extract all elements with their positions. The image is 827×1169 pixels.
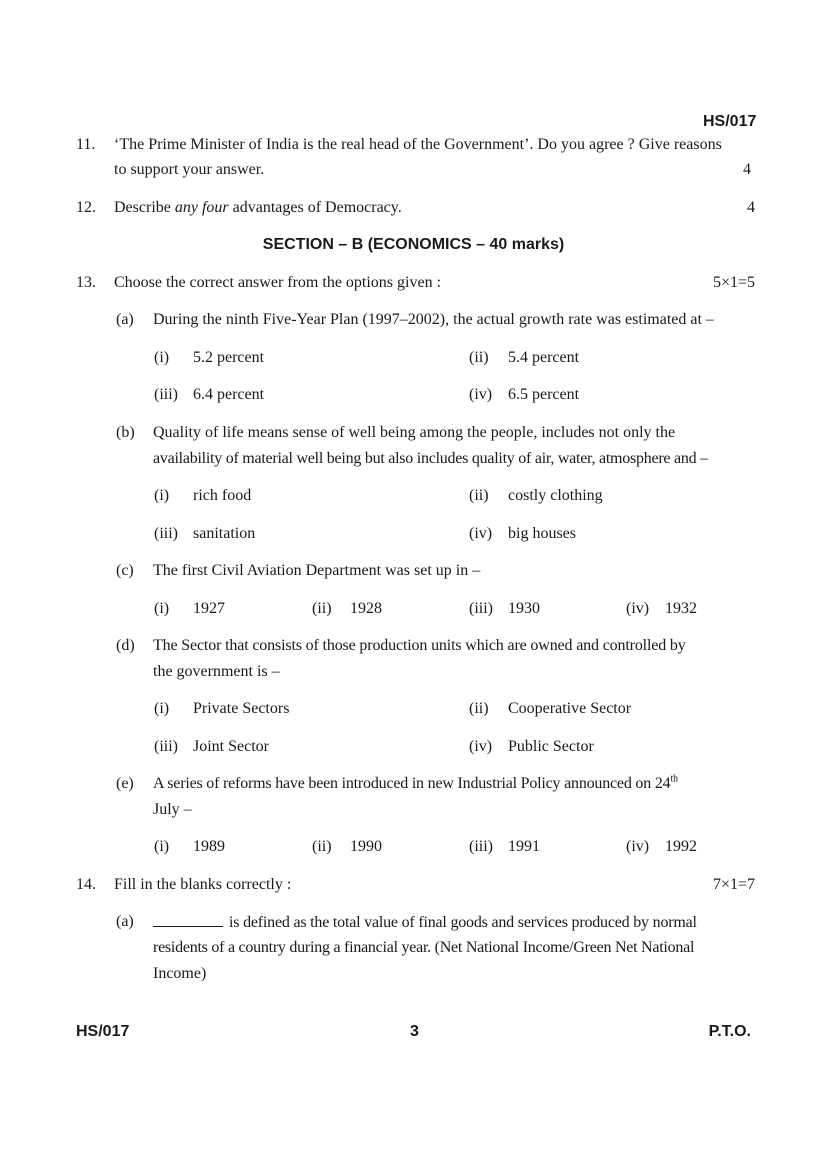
question-14-marks: 7×1=7	[712, 876, 755, 893]
q13c-option-3-text: 1930	[508, 600, 540, 617]
question-number-14: 14.	[76, 876, 96, 893]
q13e-text-line1	[153, 774, 678, 794]
q13c-option-2-text: 1928	[350, 600, 382, 617]
q13d-option-2-text: Cooperative Sector	[508, 700, 632, 717]
q13c-label: (c)	[116, 562, 134, 579]
question-13-marks: 5×1=5	[712, 274, 755, 291]
q13d-option-3-num: (iii)	[154, 738, 178, 755]
q13b-text-line2: availability of material well being but also includes quality of air, water, atmosphere and –	[153, 450, 708, 467]
q14a-text-line2: residents of a country during a financial year. (Net National Income/Green Net National	[153, 939, 695, 956]
q13c-option-1-num: (i)	[154, 600, 170, 617]
q13d-text-line2: the government is –	[153, 663, 280, 680]
q13e-option-2-text: 1990	[350, 838, 382, 855]
question-number-11: 11.	[76, 136, 96, 153]
q13a-option-1-text: 5.2 percent	[193, 349, 265, 366]
q13b-option-1-text: rich food	[193, 487, 252, 504]
q13b-option-3-num: (iii)	[154, 525, 178, 542]
question-13-text: Choose the correct answer from the options given :	[114, 274, 442, 291]
question-14-text: Fill in the blanks correctly :	[114, 876, 292, 893]
q13c-option-1-text: 1927	[193, 600, 225, 617]
q13e-option-1-num: (i)	[154, 838, 170, 855]
q13e-option-4-num: (iv)	[626, 838, 650, 855]
q13e-text-superscript: th	[670, 773, 678, 785]
q13a-option-4-text: 6.5 percent	[508, 386, 580, 403]
section-b-title: SECTION – B (ECONOMICS – 40 marks)	[262, 236, 565, 253]
question-12-marks: 4	[747, 199, 755, 216]
q13b-option-1-num: (i)	[154, 487, 170, 504]
q13e-option-2-num: (ii)	[312, 838, 332, 855]
q13d-option-4-text: Public Sector	[508, 738, 594, 755]
q14a-text-line3: Income)	[153, 965, 207, 982]
q13e-label: (e)	[116, 775, 134, 792]
q13b-label: (b)	[116, 424, 135, 441]
q13e-text-line1-main: A series of reforms have been introduced in new Industrial Policy announced on 24	[153, 775, 671, 792]
question-number-12: 12.	[76, 199, 96, 216]
q13b-text-line1: Quality of life means sense of well being among the people, includes not only the	[153, 424, 676, 441]
question-11-marks: 4	[743, 161, 751, 178]
footer-page-number: 3	[410, 1023, 419, 1040]
q13e-option-3-num: (iii)	[469, 838, 493, 855]
q13a-option-2-text: 5.4 percent	[508, 349, 580, 366]
q13d-option-4-num: (iv)	[469, 738, 493, 755]
q13c-option-2-num: (ii)	[312, 600, 332, 617]
q13a-option-1-num: (i)	[154, 349, 170, 366]
q13d-text-line1: The Sector that consists of those production units which are owned and controlled by	[153, 637, 686, 654]
question-12-text-post: advantages of Democracy.	[228, 199, 402, 216]
q13c-option-3-num: (iii)	[469, 600, 493, 617]
q13c-text: The first Civil Aviation Department was set up in –	[153, 562, 481, 579]
q14a-text-line1	[153, 912, 697, 933]
q13d-option-1-num: (i)	[154, 700, 170, 717]
q13b-option-2-num: (ii)	[469, 487, 489, 504]
q13b-option-2-text: costly clothing	[508, 487, 603, 504]
q13d-option-2-num: (ii)	[469, 700, 489, 717]
q13b-option-4-num: (iv)	[469, 525, 493, 542]
question-11-text-line1: ‘The Prime Minister of India is the real head of the Government’. Do you agree ? Give reasons	[114, 136, 722, 153]
q13b-option-4-text: big houses	[508, 525, 576, 542]
q13e-option-1-text: 1989	[193, 838, 225, 855]
q13a-option-4-num: (iv)	[469, 386, 493, 403]
q13a-text: During the ninth Five-Year Plan (1997–2002), the actual growth rate was estimated at –	[153, 311, 714, 328]
question-12-text-emphasis: any four	[174, 199, 229, 216]
q13a-option-2-num: (ii)	[469, 349, 489, 366]
q13c-option-4-num: (iv)	[626, 600, 650, 617]
q13e-text-line2: July –	[153, 801, 192, 818]
paper-code-header: HS/017	[703, 113, 757, 130]
q13d-option-1-text: Private Sectors	[193, 700, 290, 717]
q13e-option-4-text: 1992	[665, 838, 697, 855]
q13b-option-3-text: sanitation	[193, 525, 256, 542]
q13a-label: (a)	[116, 311, 134, 328]
question-11-text-line2: to support your answer.	[114, 161, 265, 178]
q13c-option-4-text: 1932	[665, 600, 697, 617]
q13d-label: (d)	[116, 637, 135, 654]
fill-in-blank	[153, 912, 223, 927]
footer-paper-code: HS/017	[76, 1023, 130, 1040]
q13e-option-3-text: 1991	[508, 838, 540, 855]
q14a-text-line1-main: is defined as the total value of final goods and services produced by normal	[229, 914, 697, 931]
question-number-13: 13.	[76, 274, 96, 291]
q13d-option-3-text: Joint Sector	[193, 738, 269, 755]
q14a-label: (a)	[116, 913, 134, 930]
footer-pto: P.T.O.	[708, 1023, 751, 1040]
q13a-option-3-text: 6.4 percent	[193, 386, 265, 403]
question-12-text	[114, 198, 402, 218]
question-12-text-pre: Describe	[114, 199, 175, 216]
q13a-option-3-num: (iii)	[154, 386, 178, 403]
